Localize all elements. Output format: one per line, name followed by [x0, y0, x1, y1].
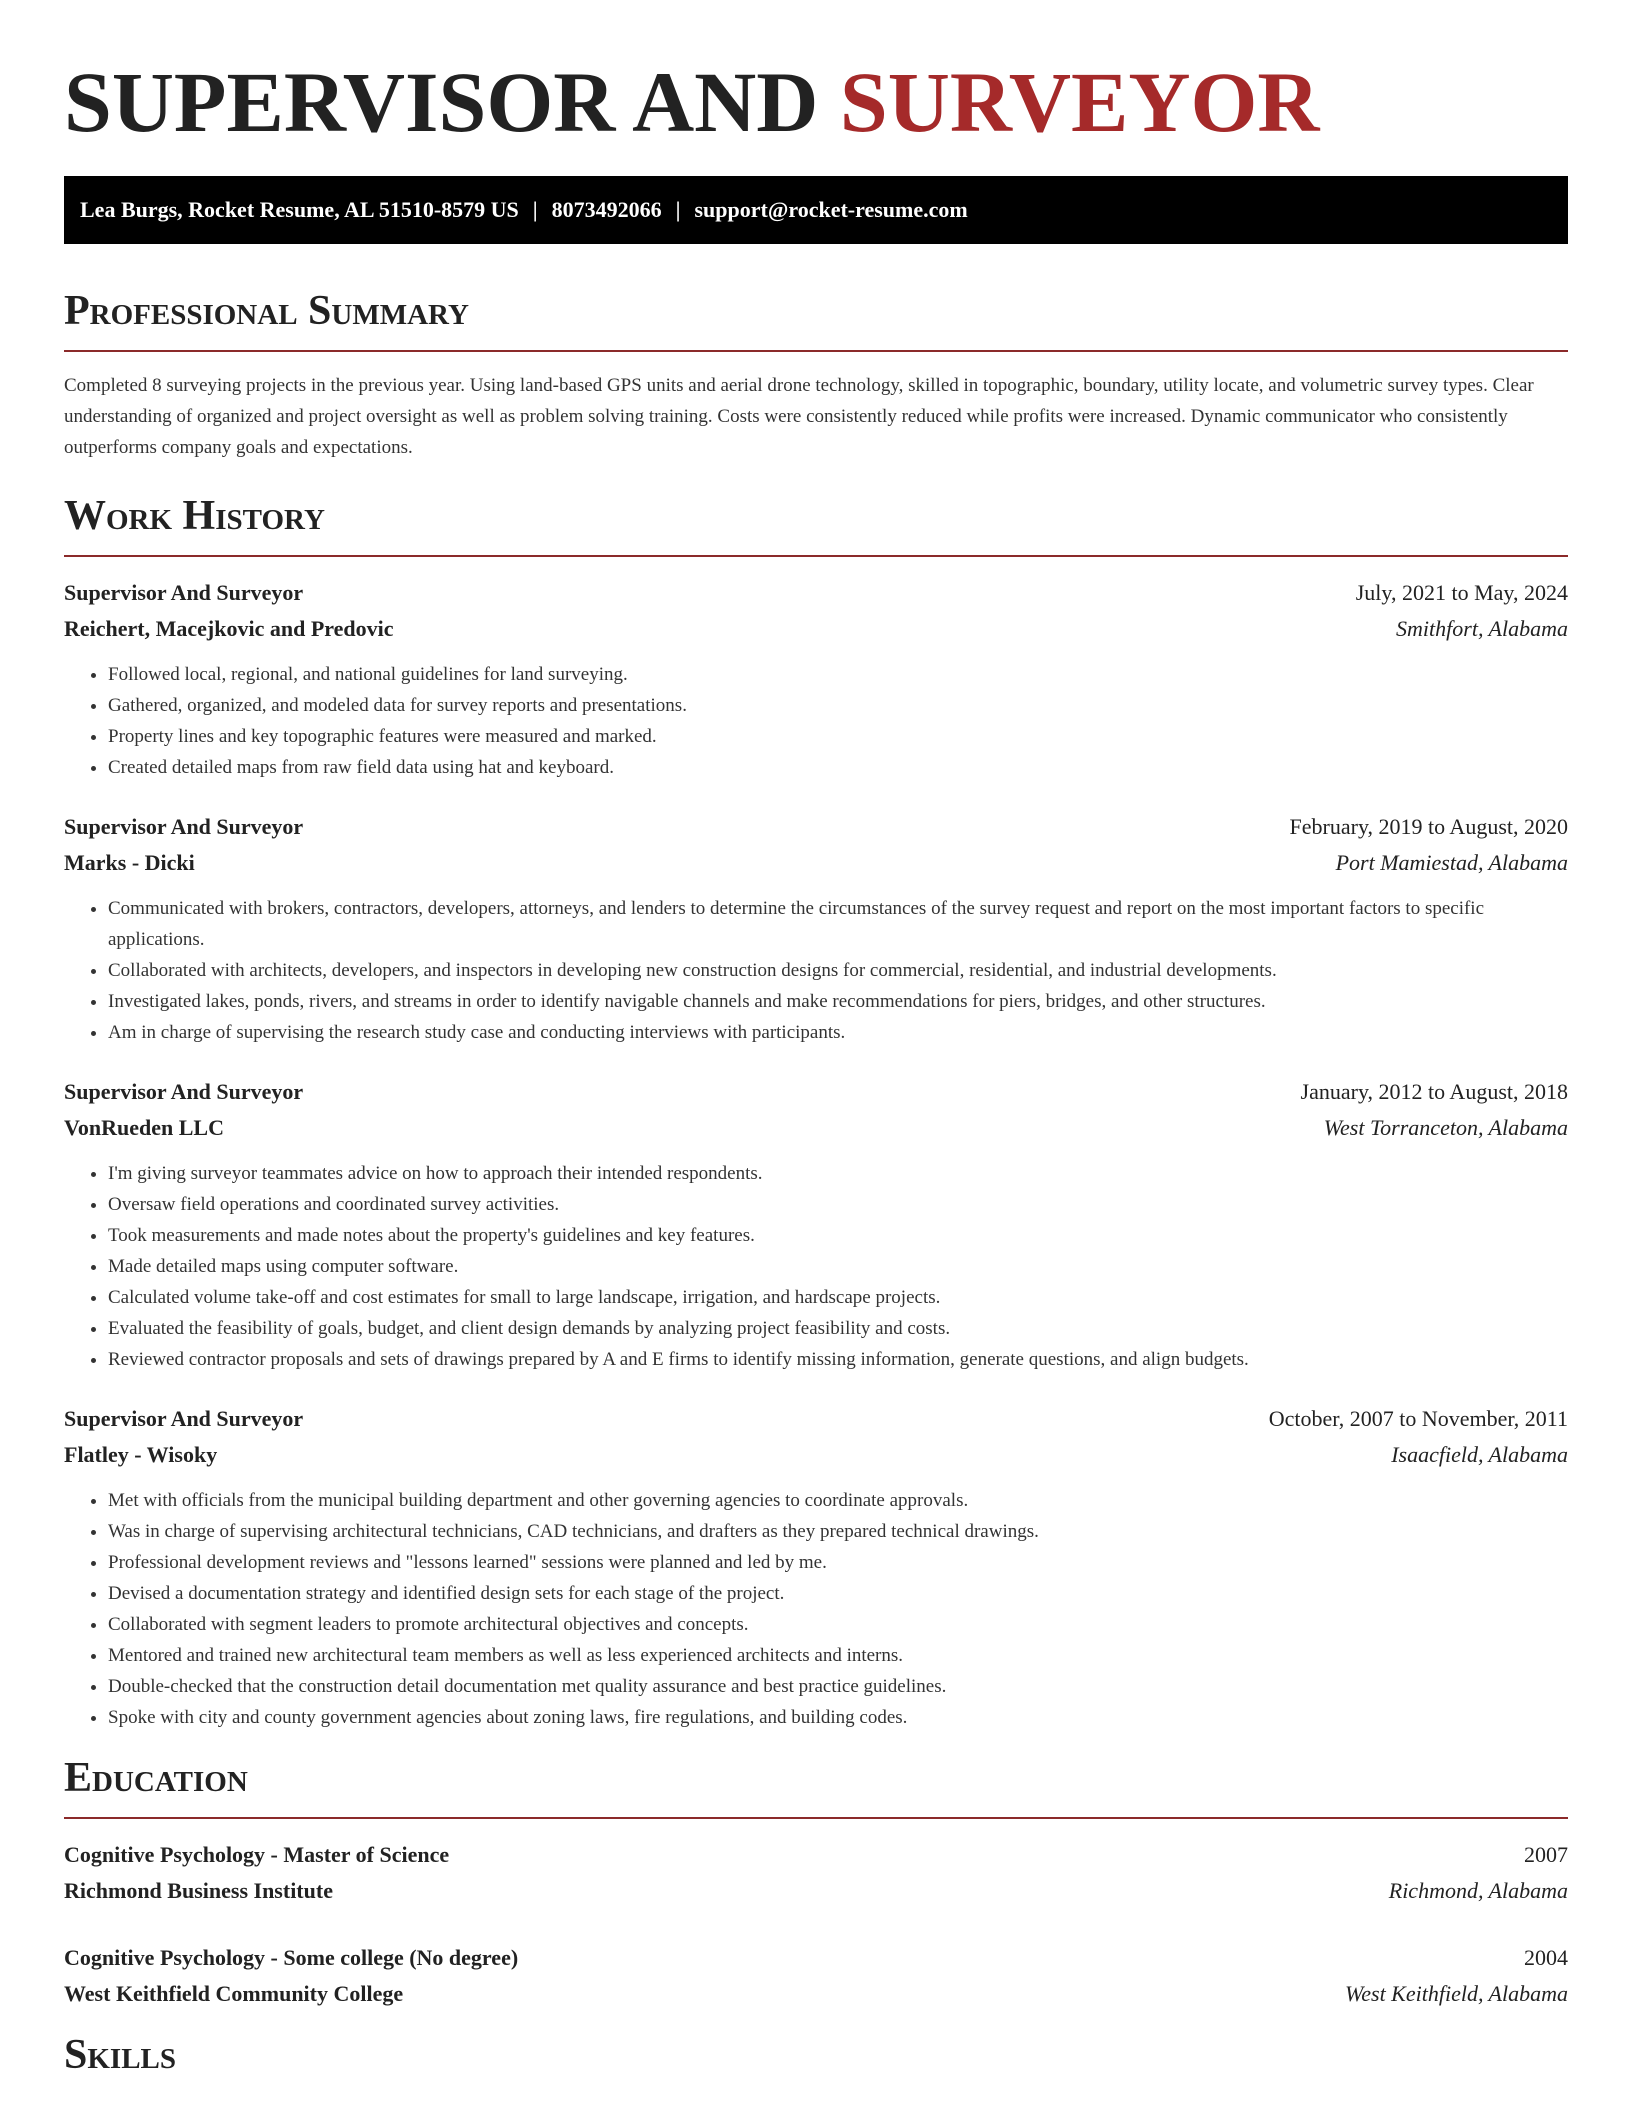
resume-name-heading: [64, 0, 1568, 148]
job-bullet: • Spoke with city and county government agencies about zoning laws, fire regulations, and building codes.: [108, 1702, 1568, 1733]
education-header-row: [64, 1940, 1568, 1976]
job-bullet: • Created detailed maps from raw field data using hat and keyboard.: [108, 752, 1568, 783]
job-company: Reichert, Macejkovic and Predovic: [64, 616, 394, 641]
job-bullet-list: [64, 659, 1568, 783]
job-bullet: • Gathered, organized, and modeled data for survey reports and presentations.: [108, 690, 1568, 721]
education-year: 2007: [1524, 1842, 1568, 1867]
section-divider: [64, 350, 1568, 352]
job-header-row: [64, 809, 1568, 845]
job-location: Smithfort, Alabama: [1396, 616, 1568, 641]
job-entry: [64, 575, 1568, 783]
skills-section: [64, 2032, 1568, 2078]
job-bullet: • Met with officials from the municipal building department and other governing agencies to coordinate approvals.: [108, 1485, 1568, 1516]
job-role: Supervisor And Surveyor: [64, 1079, 304, 1104]
contact-email[interactable]: support@rocket-resume.com: [694, 197, 968, 222]
job-bullet: • Collaborated with architects, developers, and inspectors in developing new construction designs for commercial, residential, and industrial developments.: [108, 955, 1568, 986]
job-bullet: • Was in charge of supervising architectural technicians, CAD technicians, and drafters as they prepared technical drawings.: [108, 1516, 1568, 1547]
job-role: Supervisor And Surveyor: [64, 580, 304, 605]
contact-separator: |: [532, 197, 538, 222]
education-section: [64, 1755, 1568, 2012]
job-bullet-list: [64, 893, 1568, 1048]
work-history-section-title: Work History: [64, 493, 325, 539]
contact-phone[interactable]: 8073492066: [551, 197, 662, 222]
job-company-row: [64, 1437, 1568, 1473]
job-dates: July, 2021 to May, 2024: [1355, 580, 1568, 605]
education-year: 2004: [1524, 1945, 1568, 1970]
job-bullet: • Devised a documentation strategy and identified design sets for each stage of the project.: [108, 1578, 1568, 1609]
education-entry: [64, 1837, 1568, 1909]
summary-text: Completed 8 surveying projects in the previous year. Using land-based GPS units and aerial drone technology, skilled in topographic, boundary, utility locate, and volumetric survey types. Clear understanding of organized and project oversight as well as problem solving training. Costs were consistently reduced while profits were increased. Dynamic communicator who consistently outperforms company goals and expectations.: [64, 375, 1534, 458]
job-company-row: [64, 611, 1568, 647]
job-bullet: • Am in charge of supervising the research study case and conducting interviews with participants.: [108, 1017, 1568, 1048]
job-bullet: • Oversaw field operations and coordinated survey activities.: [108, 1189, 1568, 1220]
job-bullet: • Followed local, regional, and national guidelines for land surveying.: [108, 659, 1568, 690]
education-entry: [64, 1940, 1568, 2012]
name-first-part: SUPERVISOR AND: [64, 54, 840, 150]
job-company: VonRueden LLC: [64, 1115, 224, 1140]
job-company-row: [64, 1110, 1568, 1146]
work-history-section: [64, 493, 1568, 1733]
job-bullet: • I'm giving surveyor teammates advice on how to approach their intended respondents.: [108, 1158, 1568, 1189]
job-bullet: • Calculated volume take-off and cost estimates for small to large landscape, irrigation, and hardscape projects.: [108, 1282, 1568, 1313]
job-header-row: [64, 1074, 1568, 1110]
job-bullet: • Professional development reviews and "lessons learned" sessions were planned and led by me.: [108, 1547, 1568, 1578]
job-bullet-list: [64, 1485, 1568, 1733]
job-bullet: • Mentored and trained new architectural team members as well as less experienced architects and interns.: [108, 1640, 1568, 1671]
job-entry: [64, 1074, 1568, 1375]
education-header-row: [64, 1837, 1568, 1873]
job-entry: [64, 809, 1568, 1048]
contact-bar: [64, 176, 1568, 244]
education-school-row: [64, 1873, 1568, 1909]
job-company: Flatley - Wisoky: [64, 1442, 218, 1467]
education-degree: Cognitive Psychology - Some college (No degree): [64, 1945, 519, 1970]
job-dates: February, 2019 to August, 2020: [1289, 814, 1568, 839]
education-location: West Keithfield, Alabama: [1344, 1981, 1568, 2006]
job-role: Supervisor And Surveyor: [64, 814, 304, 839]
job-company-row: [64, 845, 1568, 881]
job-bullet: • Property lines and key topographic features were measured and marked.: [108, 721, 1568, 752]
job-role: Supervisor And Surveyor: [64, 1406, 304, 1431]
job-bullet: • Evaluated the feasibility of goals, budget, and client design demands by analyzing project feasibility and costs.: [108, 1313, 1568, 1344]
job-bullet: • Double-checked that the construction detail documentation met quality assurance and best practice guidelines.: [108, 1671, 1568, 1702]
job-header-row: [64, 1401, 1568, 1437]
skills-section-title: Skills: [64, 2032, 177, 2078]
job-dates: October, 2007 to November, 2011: [1268, 1406, 1568, 1431]
contact-separator: |: [675, 197, 681, 222]
education-school-row: [64, 1976, 1568, 2012]
job-location: Port Mamiestad, Alabama: [1335, 850, 1568, 875]
education-location: Richmond, Alabama: [1388, 1878, 1568, 1903]
job-entry: [64, 1401, 1568, 1733]
job-dates: January, 2012 to August, 2018: [1300, 1079, 1568, 1104]
job-bullet: • Took measurements and made notes about the property's guidelines and key features.: [108, 1220, 1568, 1251]
job-location: West Torranceton, Alabama: [1323, 1115, 1568, 1140]
education-section-title: Education: [64, 1755, 248, 1801]
section-divider: [64, 1817, 1568, 1819]
contact-address: Lea Burgs, Rocket Resume, AL 51510-8579 US: [80, 197, 519, 222]
job-bullet: • Investigated lakes, ponds, rivers, and streams in order to identify navigable channels and make recommendations for piers, bridges, and other structures.: [108, 986, 1568, 1017]
job-bullet-list: [64, 1158, 1568, 1375]
job-bullet: • Reviewed contractor proposals and sets of drawings prepared by A and E firms to identify missing information, generate questions, and align budgets.: [108, 1344, 1568, 1375]
education-school: West Keithfield Community College: [64, 1981, 404, 2006]
job-location: Isaacfield, Alabama: [1391, 1442, 1568, 1467]
education-degree: Cognitive Psychology - Master of Science: [64, 1842, 450, 1867]
job-company: Marks - Dicki: [64, 850, 195, 875]
summary-section-title: Professional Summary: [64, 288, 469, 334]
job-bullet: • Communicated with brokers, contractors, developers, attorneys, and lenders to determine the circumstances of the survey request and report on the most important factors to specific applications.: [108, 893, 1568, 955]
job-header-row: [64, 575, 1568, 611]
job-bullet: • Collaborated with segment leaders to promote architectural objectives and concepts.: [108, 1609, 1568, 1640]
education-school: Richmond Business Institute: [64, 1878, 333, 1903]
job-bullet: • Made detailed maps using computer software.: [108, 1251, 1568, 1282]
summary-section: [64, 288, 1568, 463]
section-divider: [64, 555, 1568, 557]
name-last-part: SURVEYOR: [839, 54, 1320, 150]
